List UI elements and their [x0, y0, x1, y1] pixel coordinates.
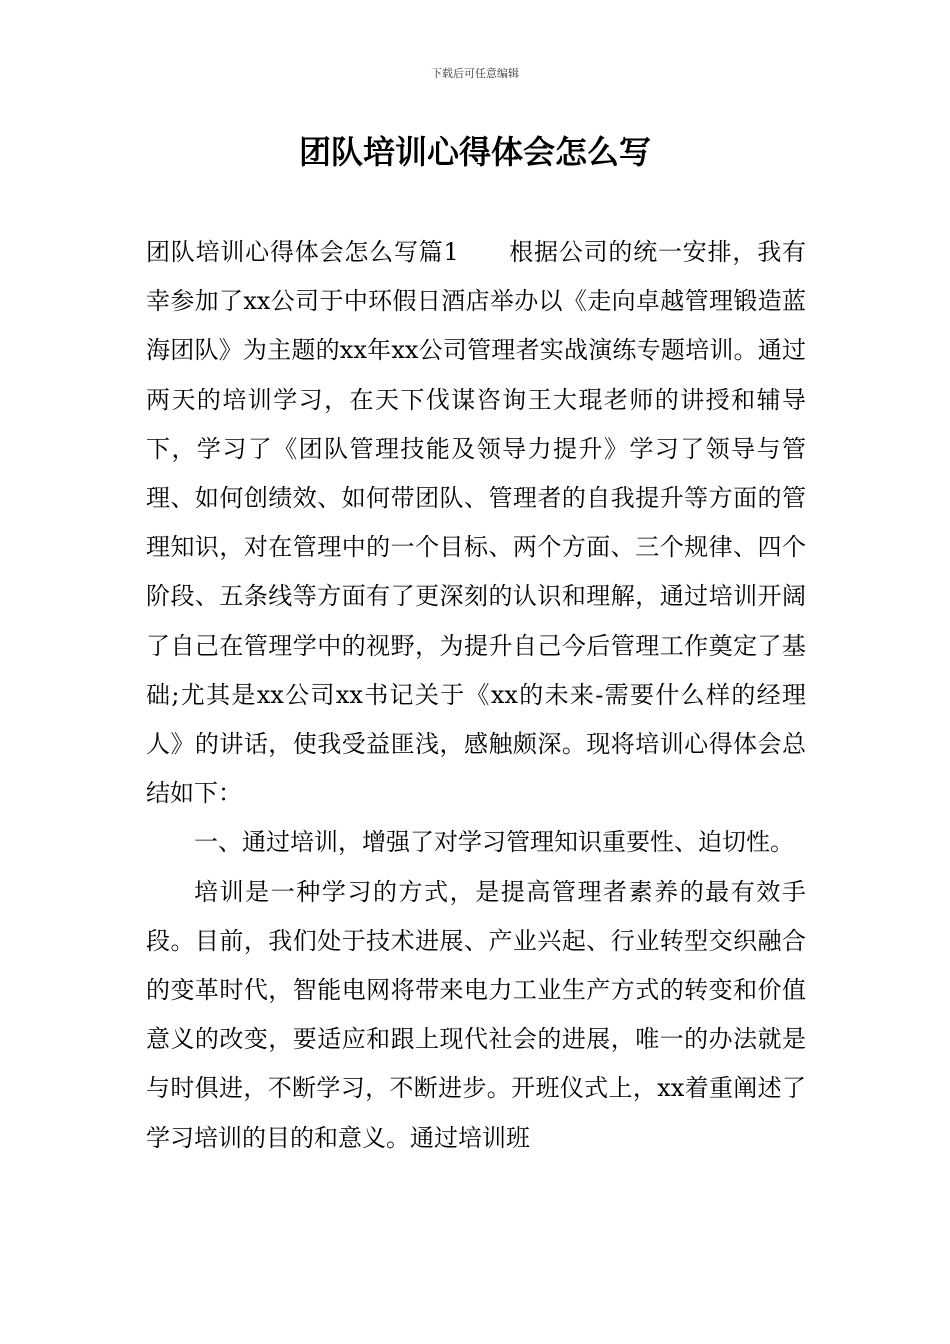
paragraph-intro: 团队培训心得体会怎么写篇1 根据公司的统一安排，我有幸参加了xx公司于中环假日酒店举办以《走向卓越管理锻造蓝海团队》为主题的xx年xx公司管理者实战演练专题培训。通过两天的培训学习，在天下伐谋咨询王大琨老师的讲授和辅导下，学习了《团队管理技能及领导力提升》学习了领导与管理、如何创绩效、如何带团队、管理者的自我提升等方面的管理知识，对在管理中的一个目标、两个方面、三个规律、四个阶段、五条线等方面有了更深刻的认识和理解，通过培训开阔了自己在管理学中的视野，为提升自己今后管理工作奠定了基础;尤其是xx公司xx书记关于《xx的未来-需要什么样的经理人》的讲话，使我受益匪浅，感触颇深。现将培训心得体会总结如下： — [146, 238, 806, 808]
paragraph-section-heading: 一、通过培训，增强了对学习管理知识重要性、迫切性。 — [194, 828, 794, 857]
document-body — [146, 228, 806, 1163]
paragraph-training: 培训是一种学习的方式，是提高管理者素养的最有效手段。目前，我们处于技术进展、产业兴起、行业转型交织融合的变革时代，智能电网将带来电力工业生产方式的转变和价值意义的改变，要适应和跟上现代社会的进展，唯一的办法就是与时俱进，不断学习，不断进步。开班仪式上，xx着重阐述了学习培训的目的和意义。通过培训班 — [146, 877, 806, 1152]
header-note: 下载后可任意编辑 — [431, 67, 519, 80]
document-title: 团队培训心得体会怎么写 — [298, 133, 651, 171]
